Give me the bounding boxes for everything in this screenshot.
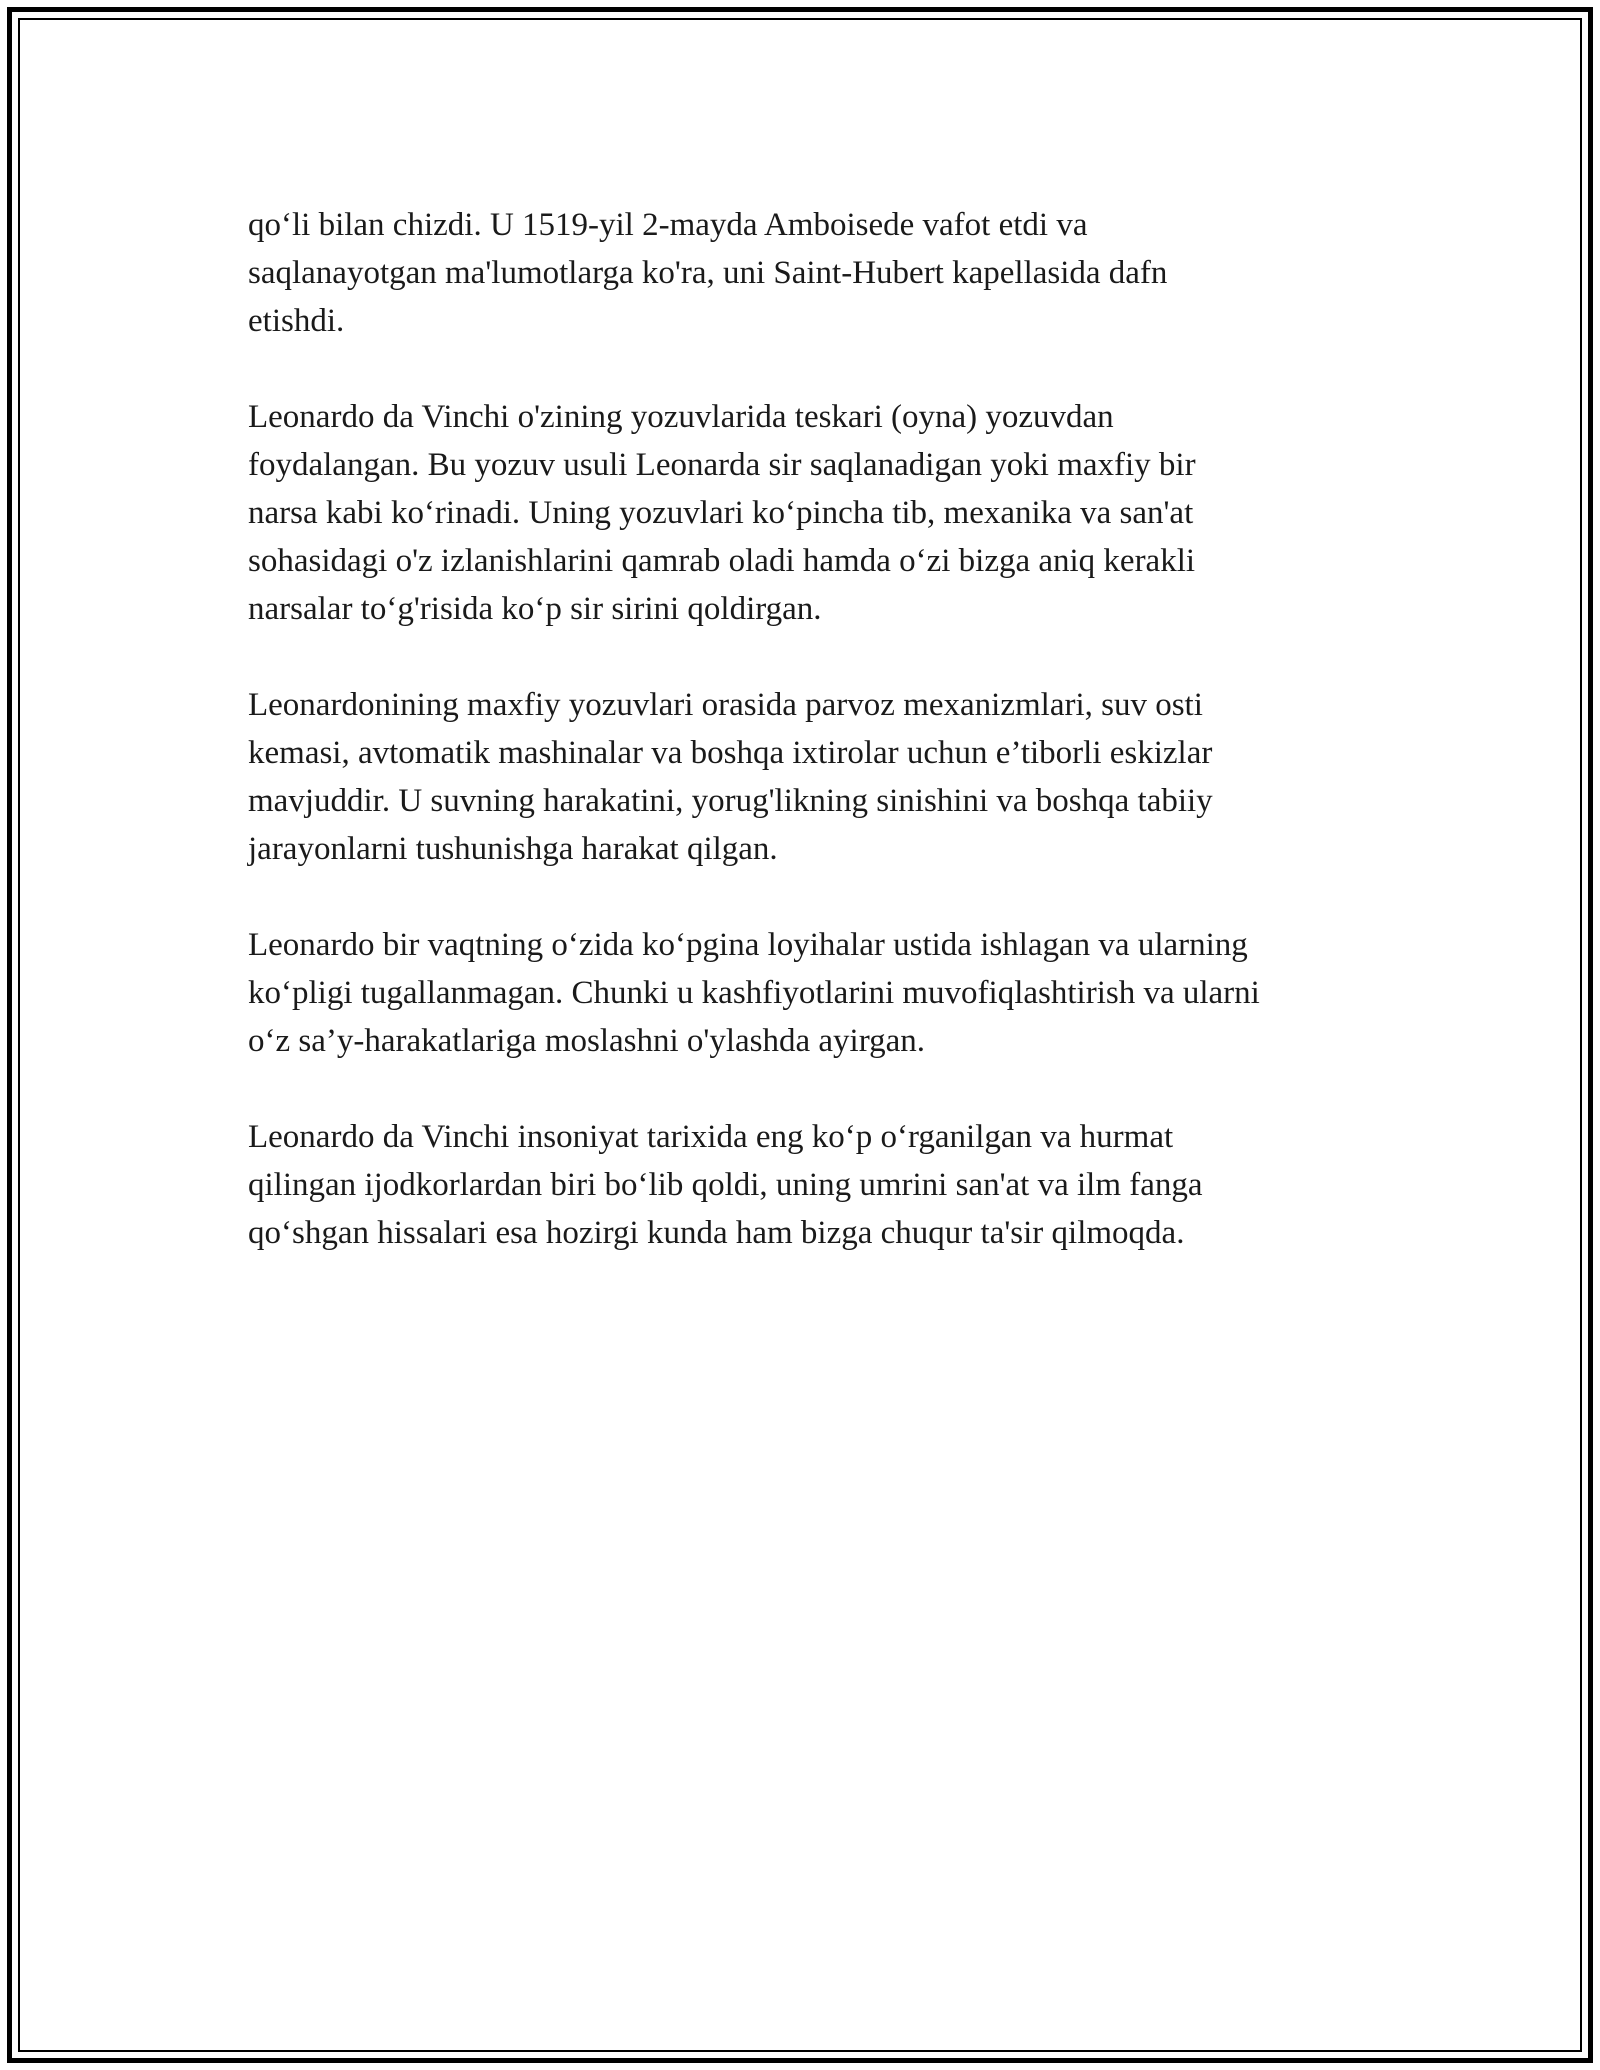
text-line: saqlanayotgan ma'lumotlarga ko'ra, uni Saint-Hubert kapellasida dafn — [248, 255, 1168, 291]
paragraph-5 — [248, 1113, 1388, 1257]
text-line: narsa kabi ko‘rinadi. Uning yozuvlari ko‘pincha tib, mexanika va san'at — [248, 495, 1194, 531]
document-body — [248, 201, 1388, 1305]
text-line: Leonardonining maxfiy yozuvlari orasida parvoz mexanizmlari, suv osti — [248, 687, 1203, 723]
text-line: sohasidagi o'z izlanishlarini qamrab oladi hamda o‘zi bizga aniq kerakli — [248, 543, 1196, 579]
text-line: Leonardo bir vaqtning o‘zida ko‘pgina loyihalar ustida ishlagan va ularning — [248, 927, 1248, 963]
paragraph-4 — [248, 921, 1388, 1065]
text-line: qo‘shgan hissalari esa hozirgi kunda ham bizga chuqur ta'sir qilmoqda. — [248, 1215, 1185, 1251]
text-line: qilingan ijodkorlardan biri bo‘lib qoldi, uning umrini san'at va ilm fanga — [248, 1167, 1203, 1203]
text-line: o‘z sa’y-harakatlariga moslashni o'ylashda ayirgan. — [248, 1023, 926, 1059]
text-line: qo‘li bilan chizdi. U 1519-yil 2-mayda Amboisede vafot etdi va — [248, 207, 1088, 243]
text-line: narsalar to‘g'risida ko‘p sir sirini qoldirgan. — [248, 591, 822, 627]
text-line: mavjuddir. U suvning harakatini, yorug'likning sinishini va boshqa tabiiy — [248, 783, 1213, 819]
paragraph-2 — [248, 393, 1388, 633]
text-line: Leonardo da Vinchi o'zining yozuvlarida teskari (oyna) yozuvdan — [248, 399, 1114, 435]
page-frame — [7, 7, 1593, 2063]
paragraph-1 — [248, 201, 1388, 345]
text-line: etishdi. — [248, 303, 345, 339]
text-line: ko‘pligi tugallanmagan. Chunki u kashfiyotlarini muvofiqlashtirish va ularni — [248, 975, 1260, 1011]
text-line: jarayonlarni tushunishga harakat qilgan. — [248, 831, 778, 867]
paragraph-3 — [248, 681, 1388, 873]
text-line: foydalangan. Bu yozuv usuli Leonarda sir saqlanadigan yoki maxfiy bir — [248, 447, 1196, 483]
text-line: Leonardo da Vinchi insoniyat tarixida eng ko‘p o‘rganilgan va hurmat — [248, 1119, 1174, 1155]
text-line: kemasi, avtomatik mashinalar va boshqa ixtirolar uchun e’tiborli eskizlar — [248, 735, 1213, 771]
